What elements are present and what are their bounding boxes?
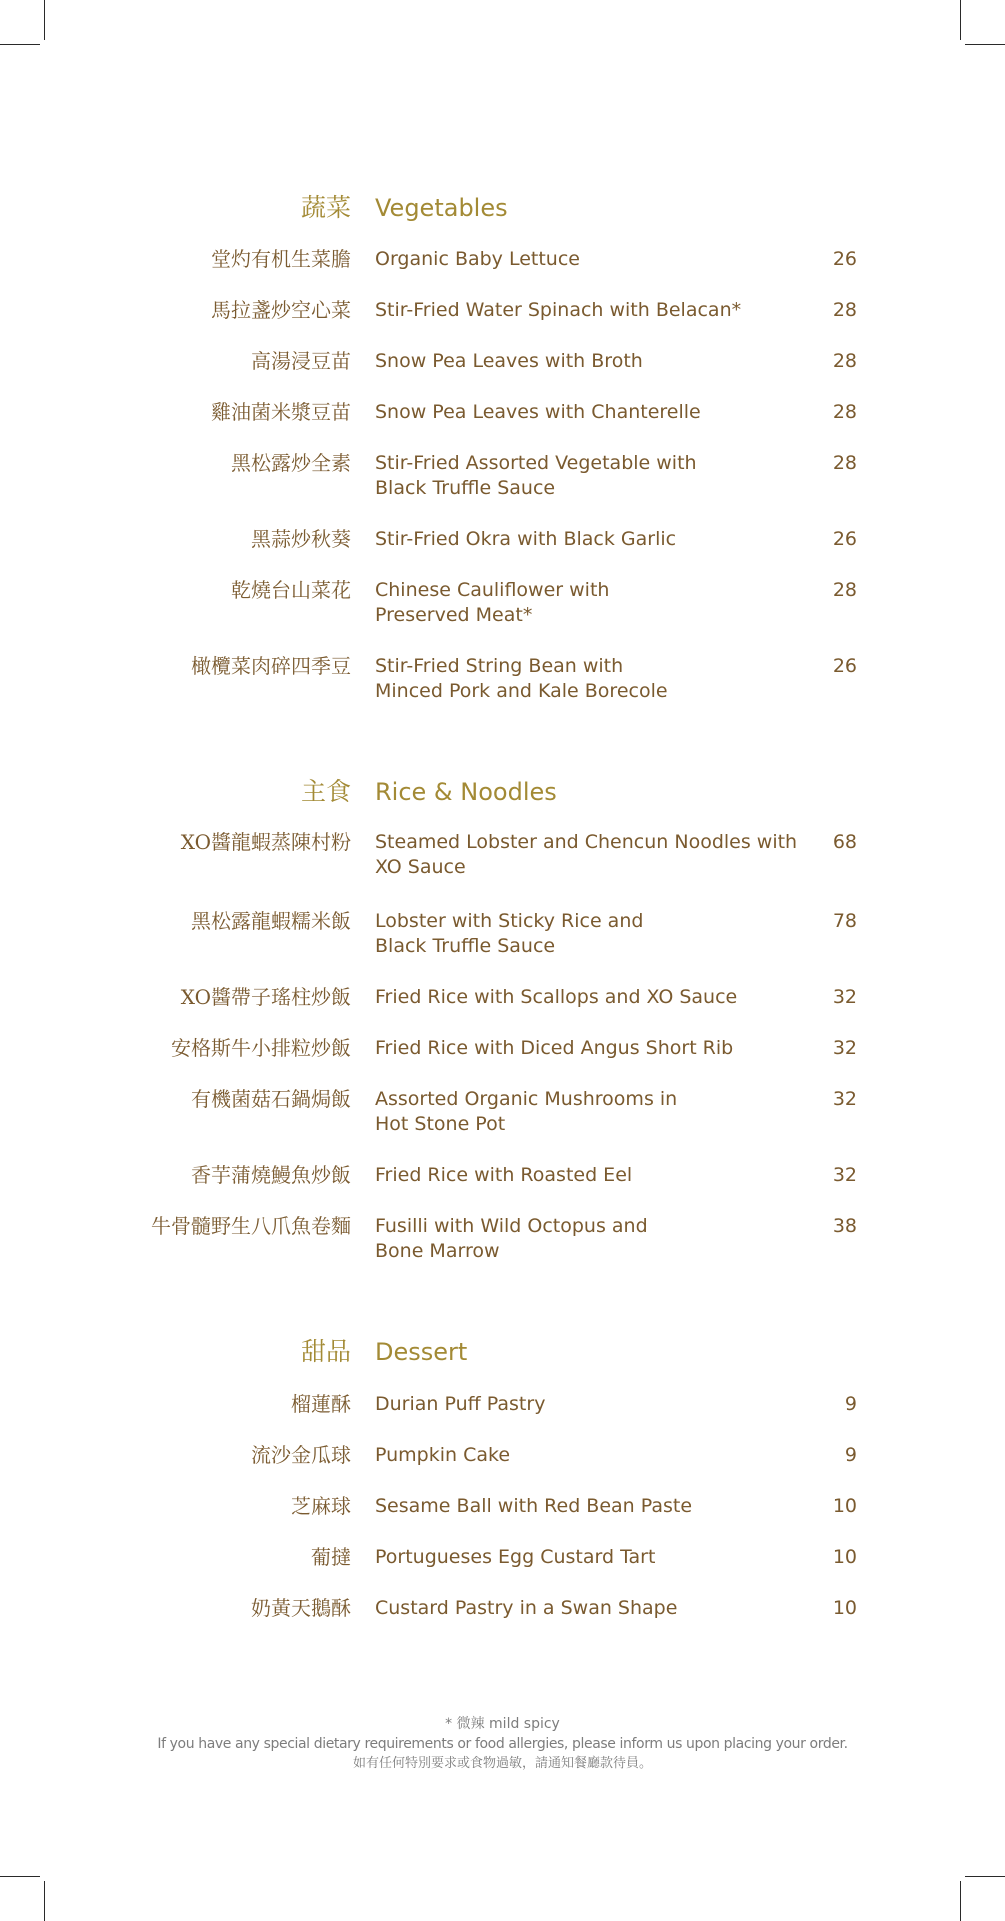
dish-price: 26 [832, 528, 857, 550]
section-title-en: Vegetables [375, 194, 508, 222]
dish-name-en: Stir-Fried Water Spinach with Belacan* [375, 299, 742, 321]
section-title-zh: 主食 [300, 777, 351, 806]
section-title-zh: 蔬菜 [300, 193, 351, 222]
dish-price: 32 [832, 1037, 857, 1059]
crop-mark [0, 44, 40, 45]
dish-name-zh: 有機菌菇石鍋焗飯 [191, 1087, 351, 1111]
dish-name-en: Snow Pea Leaves with Chanterelle [375, 401, 701, 423]
dish-name-zh: 乾燒台山菜花 [231, 578, 351, 602]
dish-price: 10 [832, 1546, 857, 1568]
dish-price: 78 [832, 910, 857, 932]
dish-name-en: Stir-Fried Assorted Vegetable with Black Truffle Sauce [375, 452, 697, 499]
dish-name-zh: 安格斯牛小排粒炒飯 [171, 1036, 351, 1060]
dish-name-en: Fried Rice with Diced Angus Short Rib [375, 1037, 734, 1059]
dish-name-zh: 香芋蒲燒鰻魚炒飯 [191, 1163, 351, 1187]
dish-price: 28 [832, 452, 857, 474]
crop-mark [0, 1876, 40, 1877]
dish-name-zh: XO醬龍蝦蒸陳村粉 [180, 830, 351, 854]
dish-name-en: Snow Pea Leaves with Broth [375, 350, 643, 372]
dish-price: 32 [832, 986, 857, 1008]
dish-name-zh: 流沙金瓜球 [251, 1443, 351, 1467]
dish-name-en: Lobster with Sticky Rice and Black Truffle Sauce [375, 910, 644, 957]
dish-name-en: Portugueses Egg Custard Tart [375, 1546, 656, 1568]
dish-price: 9 [844, 1393, 857, 1415]
dish-name-zh: 奶黃天鵝酥 [251, 1596, 351, 1620]
dish-name-en: Fried Rice with Roasted Eel [375, 1164, 633, 1186]
dish-name-zh: 馬拉盞炒空心菜 [211, 298, 351, 322]
section-title-en: Dessert [375, 1338, 468, 1366]
dish-name-zh: 黑松露炒全素 [231, 451, 351, 475]
dish-name-en: Pumpkin Cake [375, 1444, 511, 1466]
allergy-note-zh: 如有任何特別要求或食物過敏，請通知餐廳款待員。 [352, 1756, 652, 1771]
dish-price: 28 [832, 579, 857, 601]
dish-name-en: Steamed Lobster and Chencun Noodles with XO Sauce [375, 831, 798, 878]
dish-price: 28 [832, 299, 857, 321]
dish-name-en: Assorted Organic Mushrooms in Hot Stone Pot [375, 1088, 678, 1135]
dish-price: 28 [832, 350, 857, 372]
spicy-note: * 微辣 mild spicy [445, 1716, 560, 1732]
dish-name-en: Fried Rice with Scallops and XO Sauce [375, 986, 738, 1008]
allergy-note-en: If you have any special dietary requirements or food allergies, please inform us upon placing your order. [157, 1736, 848, 1752]
crop-mark [960, 1881, 961, 1921]
dish-name-zh: 橄欖菜肉碎四季豆 [191, 654, 351, 678]
dish-name-zh: 雞油菌米漿豆苗 [211, 400, 351, 424]
dish-price: 32 [832, 1088, 857, 1110]
dish-name-en: Sesame Ball with Red Bean Paste [375, 1495, 693, 1517]
dish-name-zh: 芝麻球 [291, 1494, 351, 1518]
dish-price: 28 [832, 401, 857, 423]
dish-name-zh: 黑松露龍蝦糯米飯 [191, 909, 351, 933]
dish-price: 32 [832, 1164, 857, 1186]
dish-price: 26 [832, 655, 857, 677]
dish-name-zh: 黑蒜炒秋葵 [251, 527, 351, 551]
section-title-zh: 甜品 [300, 1337, 351, 1366]
dish-name-zh: XO醬帶子瑤柱炒飯 [180, 985, 351, 1009]
dish-name-en: Stir-Fried Okra with Black Garlic [375, 528, 677, 550]
dish-name-en: Durian Puff Pastry [375, 1393, 546, 1415]
dish-name-en: Fusilli with Wild Octopus and Bone Marrow [375, 1215, 648, 1262]
crop-mark [44, 1881, 45, 1921]
dish-price: 26 [832, 248, 857, 270]
crop-mark [44, 0, 45, 40]
dish-price: 38 [832, 1215, 857, 1237]
menu-footer [0, 1714, 1005, 1774]
section-title-en: Rice & Noodles [375, 778, 557, 806]
dish-name-zh: 牛骨髓野生八爪魚卷麵 [151, 1214, 351, 1238]
dish-price: 68 [832, 831, 857, 853]
dish-name-zh: 榴蓮酥 [291, 1392, 351, 1416]
dish-price: 10 [832, 1597, 857, 1619]
dish-price: 9 [844, 1444, 857, 1466]
dish-name-zh: 葡撻 [311, 1545, 351, 1569]
dish-name-en: Stir-Fried String Bean with Minced Pork and Kale Borecole [375, 655, 668, 702]
dish-name-en: Custard Pastry in a Swan Shape [375, 1597, 678, 1619]
dish-name-en: Organic Baby Lettuce [375, 248, 580, 270]
crop-mark [965, 44, 1005, 45]
crop-mark [965, 1876, 1005, 1877]
dish-price: 10 [832, 1495, 857, 1517]
crop-mark [960, 0, 961, 40]
dish-name-zh: 堂灼有机生菜膽 [211, 247, 351, 271]
dish-name-en: Chinese Cauliflower with Preserved Meat* [375, 579, 610, 626]
dish-name-zh: 高湯浸豆苗 [251, 349, 351, 373]
